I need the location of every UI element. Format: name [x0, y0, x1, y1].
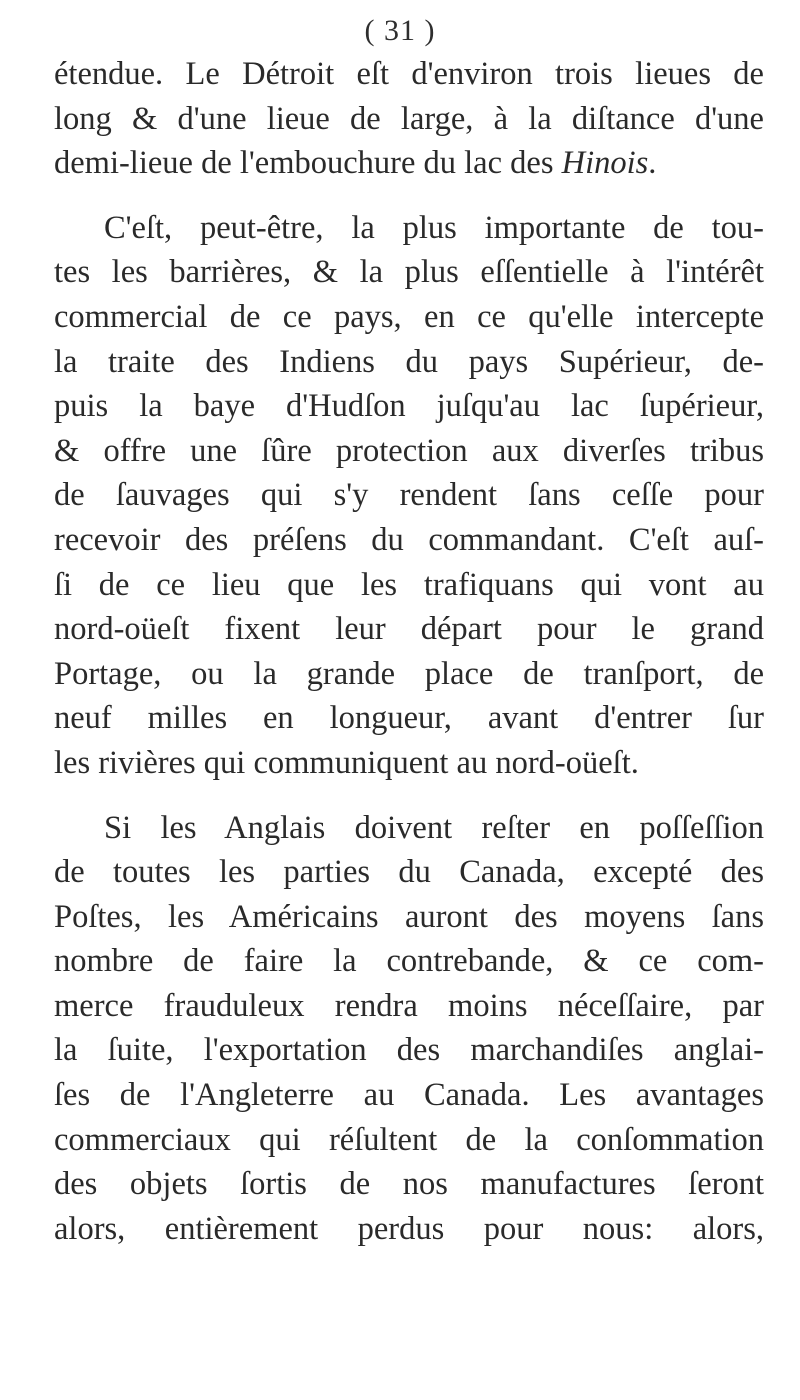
- text-line: les rivières qui communiquent au nord-oüeſt.: [54, 744, 639, 781]
- text-line: tes les barrières, & la plus eſſentielle à l'intérêt: [54, 254, 764, 291]
- text-line: commercial de ce pays, en ce qu'elle intercepte: [54, 298, 764, 335]
- text-line: Portage, ou la grande place de tranſport, de: [54, 655, 764, 692]
- text-line: neuf milles en longueur, avant d'entrer ſur: [54, 700, 764, 737]
- text-line: alors, entièrement perdus pour nous: alors,: [54, 1210, 764, 1247]
- text-line: commerciaux qui réſultent de la conſommation: [54, 1121, 764, 1158]
- text-line: ſi de ce lieu que les trafiquans qui vont au: [54, 566, 764, 603]
- text-line: & offre une ſûre protection aux diverſes tribus: [54, 432, 764, 469]
- text-line: recevoir des préſens du commandant. C'eſt auſ-: [54, 521, 764, 558]
- text-line: ſes de l'Angleterre au Canada. Les avantages: [54, 1077, 764, 1114]
- text-line: nombre de faire la contrebande, & ce com-: [54, 943, 764, 980]
- text-line: Si les Anglais doivent reſter en poſſeſſion: [104, 809, 764, 846]
- text-line: merce frauduleux rendra moins néceſſaire, par: [54, 987, 764, 1024]
- paragraph-3: [54, 806, 764, 1252]
- text-line: étendue. Le Détroit eſt d'environ trois lieues de: [54, 56, 764, 92]
- text-line: de toutes les parties du Canada, excepté des: [54, 854, 764, 891]
- paragraph-1: [54, 52, 764, 186]
- body-text: [54, 52, 764, 1251]
- text-line: Poſtes, les Américains auront des moyens ſans: [54, 898, 764, 935]
- paragraph-2: [54, 206, 764, 786]
- text-line: de ſauvages qui s'y rendent ſans ceſſe pour: [54, 477, 764, 514]
- page-number: ( 31 ): [364, 14, 436, 47]
- text-line: puis la baye d'Hudſon juſqu'au lac ſupérieur,: [54, 388, 764, 425]
- text-line: long & d'une lieue de large, à la diſtance d'une: [54, 100, 764, 137]
- text-line: demi-lieue de l'embouchure du lac des Hinois.: [54, 145, 657, 182]
- text-line: des objets ſortis de nos manufactures ſeront: [54, 1166, 764, 1203]
- text-line: la traite des Indiens du pays Supérieur, de-: [54, 343, 764, 380]
- text-line: nord-oüeſt fixent leur départ pour le grand: [54, 611, 764, 648]
- text-line: C'eſt, peut-être, la plus importante de tou-: [104, 209, 764, 246]
- text-line: la ſuite, l'exportation des marchandiſes anglai-: [54, 1032, 764, 1069]
